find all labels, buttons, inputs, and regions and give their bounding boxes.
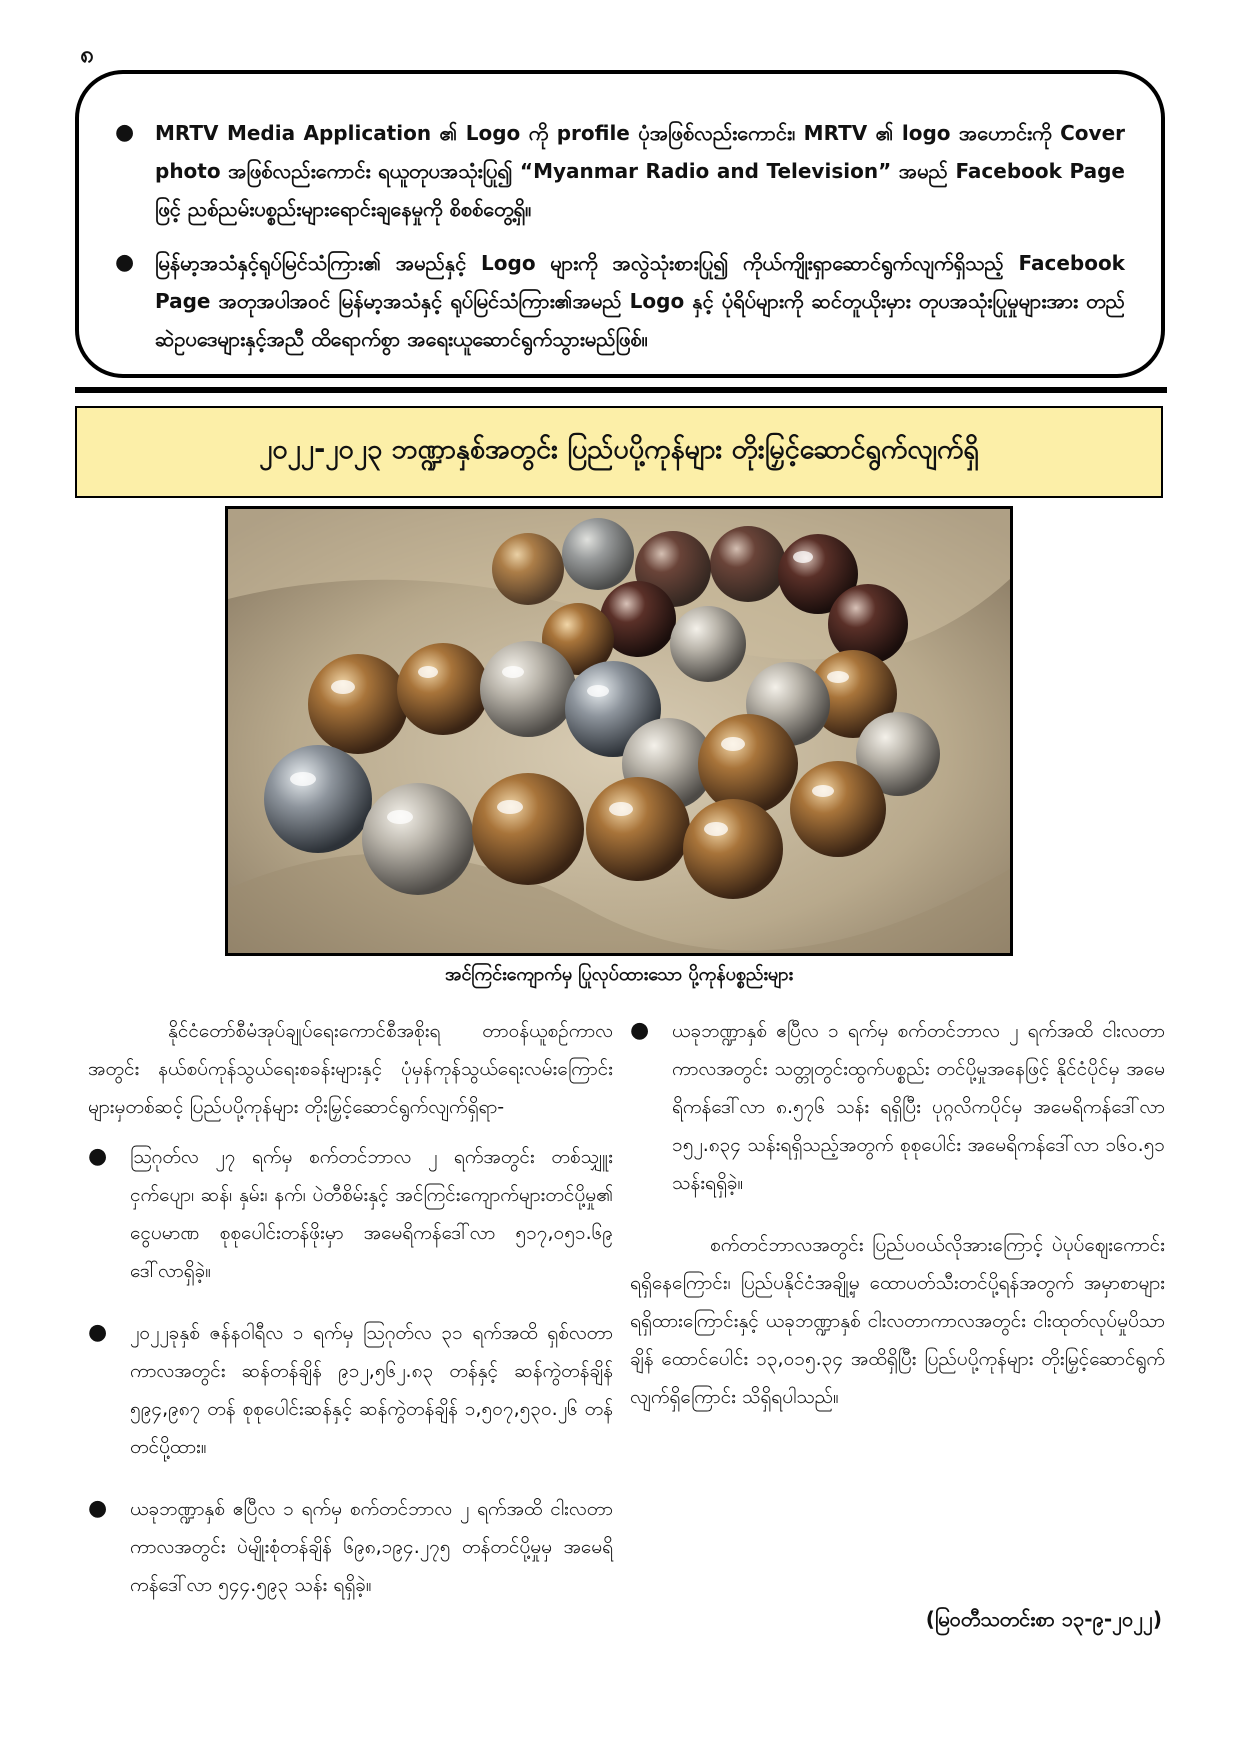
notice-item-text: MRTV Media Application ၏ Logo ကို profile ပုံအဖြစ်လည်းကောင်း၊ MRTV ၏ logo အဟောင်းကို Cover photo အဖြစ်လည်းကောင်း ရယူတုပအသုံးပြု၍ “Myanmar Radio and Television” အမည် Facebook Page ဖြင့် ညစ်ညမ်းပစ္စည်းများရောင်းချနေမှုကို စိစစ်တွေ့ရှိ။ bbox=[155, 121, 1125, 221]
article-title: ၂၀၂၂-၂၀၂၃ ဘဏ္ဍာနှစ်အတွင်း ပြည်ပပို့ကုန်များ တိုးမြှင့်ဆောင်ရွက်လျက်ရှိ bbox=[75, 406, 1163, 498]
list-item bbox=[88, 1138, 613, 1290]
article-bullet-list bbox=[630, 1012, 1165, 1202]
list-item bbox=[88, 1490, 613, 1604]
photo-caption: အင်ကြင်းကျောက်မှ ပြုလုပ်ထားသော ပို့ကုန်ပစ္စည်းများ bbox=[444, 964, 794, 985]
article-column-right bbox=[630, 1012, 1165, 1428]
list-item bbox=[88, 1314, 613, 1466]
article-bullet-list bbox=[88, 1138, 613, 1604]
article-closing: စက်တင်ဘာလအတွင်း ပြည်ပဝယ်လိုအားကြောင့် ပဲပုပ်ဈေးကောင်းရရှိနေကြောင်း၊ ပြည်ပနိုင်ငံအချို့မှ ထောပတ်သီးတင်ပို့ရန်အတွက် အမှာစာများ ရရှိထားကြောင်းနှင့် ယခုဘဏ္ဍာနှစ် ငါးလတာကာလအတွင်း ငါးထုတ်လုပ်မှုပိသာချိန် ထောင်ပေါင်း ၁၃,၀၁၅.၃၄ အထိရှိပြီး ပြည်ပပို့ကုန်များ တိုးမြှင့်ဆောင်ရွက်လျက်ရှိကြောင်း သိရှိရပါသည်။ bbox=[630, 1234, 1165, 1408]
bullet-icon: ● bbox=[88, 1144, 108, 1169]
bullet-icon: ● bbox=[115, 120, 135, 145]
article-photo bbox=[225, 506, 1013, 956]
list-item-text: ယခုဘဏ္ဍာနှစ် ဧပြီလ ၁ ရက်မှ စက်တင်ဘာလ ၂ ရက်အထိ ငါးလတာကာလအတွင်း ပဲမျိုးစုံတန်ချိန် ၆၉၈,၁၉၄.၂၇၅ တန်တင်ပို့မှုမှ အမေရိကန်ဒေါ်လာ ၅၄၄.၅၉၃ သန်း ရရှိခဲ့။ bbox=[130, 1498, 613, 1596]
list-item-text: ယခုဘဏ္ဍာနှစ် ဧပြီလ ၁ ရက်မှ စက်တင်ဘာလ ၂ ရက်အထိ ငါးလတာကာလအတွင်း သတ္တုတွင်းထွက်ပစ္စည်း တင်ပို့မှုအနေဖြင့် နိုင်ငံပိုင်မှ အမေရိကန်ဒေါ်လာ ၈.၅၇၆ သန်း ရရှိပြီး ပုဂ္ဂလိကပိုင်မှ အမေရိကန်ဒေါ်လာ ၁၅၂.၈၃၄ သန်းရရှိသည့်အတွက် စုစုပေါင်း အမေရိကန်ဒေါ်လာ ၁၆၀.၅၁ သန်းရရှိခဲ့။ bbox=[672, 1020, 1165, 1194]
notice-item bbox=[115, 244, 1125, 358]
bullet-icon: ● bbox=[88, 1320, 108, 1345]
page-number: ၈ bbox=[80, 40, 94, 68]
list-item-text: ၂၀၂၂ခုနှစ် ဇန်နဝါရီလ ၁ ရက်မှ ဩဂုတ်လ ၃၁ ရက်အထိ ရှစ်လတာကာလအတွင်း ဆန်တန်ချိန် ၉၁၂,၅၆၂.၈၃ တန်နှင့် ဆန်ကွဲတန်ချိန် ၅၉၄,၉၈၇ တန် စုစုပေါင်းဆန်နှင့် ဆန်ကွဲတန်ချိန် ၁,၅၀၇,၅၃၀.၂၆ တန် တင်ပို့ထား။ bbox=[130, 1322, 613, 1458]
notice-item bbox=[115, 114, 1125, 228]
list-item bbox=[630, 1012, 1165, 1202]
notice-item-text: မြန်မာ့အသံနှင့်ရုပ်မြင်သံကြား၏ အမည်နှင့် Logo များကို အလွဲသုံးစားပြု၍ ကိုယ်ကျိုးရှာဆောင်ရွက်လျက်ရှိသည့် Facebook Page အတုအပါအဝင် မြန်မာ့အသံနှင့် ရုပ်မြင်သံကြား၏အမည် Logo နှင့် ပုံရိပ်များကို ဆင်တူယိုးမှား တုပအသုံးပြုမှုများအား တည်ဆဲဥပဒေများနှင့်အညီ ထိရောက်စွာ အရေးယူဆောင်ရွက်သွားမည်ဖြစ်။ bbox=[155, 251, 1125, 351]
bullet-icon: ● bbox=[88, 1496, 108, 1521]
bullet-icon: ● bbox=[115, 250, 135, 275]
article-intro: နိုင်ငံတော်စီမံအုပ်ချုပ်ရေးကောင်စီအစိုးရ တာဝန်ယူစဉ်ကာလအတွင်း နယ်စပ်ကုန်သွယ်ရေးစခန်းများနှင့် ပုံမှန်ကုန်သွယ်ရေးလမ်းကြောင်းများမှတစ်ဆင့် ပြည်ပပို့ကုန်များ တိုးမြှင့်ဆောင်ရွက်လျက်ရှိရာ- bbox=[88, 1020, 613, 1118]
article-source: (မြဝတီသတင်းစာ ၁၃-၉-၂၀၂၂) bbox=[925, 1607, 1162, 1631]
notice-box bbox=[75, 70, 1165, 378]
bullet-icon: ● bbox=[630, 1018, 650, 1043]
notice-list bbox=[115, 114, 1125, 358]
list-item-text: ဩဂုတ်လ ၂၇ ရက်မှ စက်တင်ဘာလ ၂ ရက်အတွင်း တစ်သျှူးငှက်ပျော၊ ဆန်၊ နှမ်း၊ နက်၊ ပဲတီစိမ်းနှင့် အင်ကြင်းကျောက်များတင်ပို့မှု၏ ငွေပမာဏ စုစုပေါင်းတန်ဖိုးမှာ အမေရိကန်ဒေါ်လာ ၅၁၇,၀၅၁.၆၉ ဒေါ်လာရှိခဲ့။ bbox=[130, 1146, 613, 1282]
article-column-left bbox=[88, 1012, 613, 1628]
gemstone-beads-image bbox=[228, 509, 1010, 953]
section-divider bbox=[75, 387, 1167, 393]
